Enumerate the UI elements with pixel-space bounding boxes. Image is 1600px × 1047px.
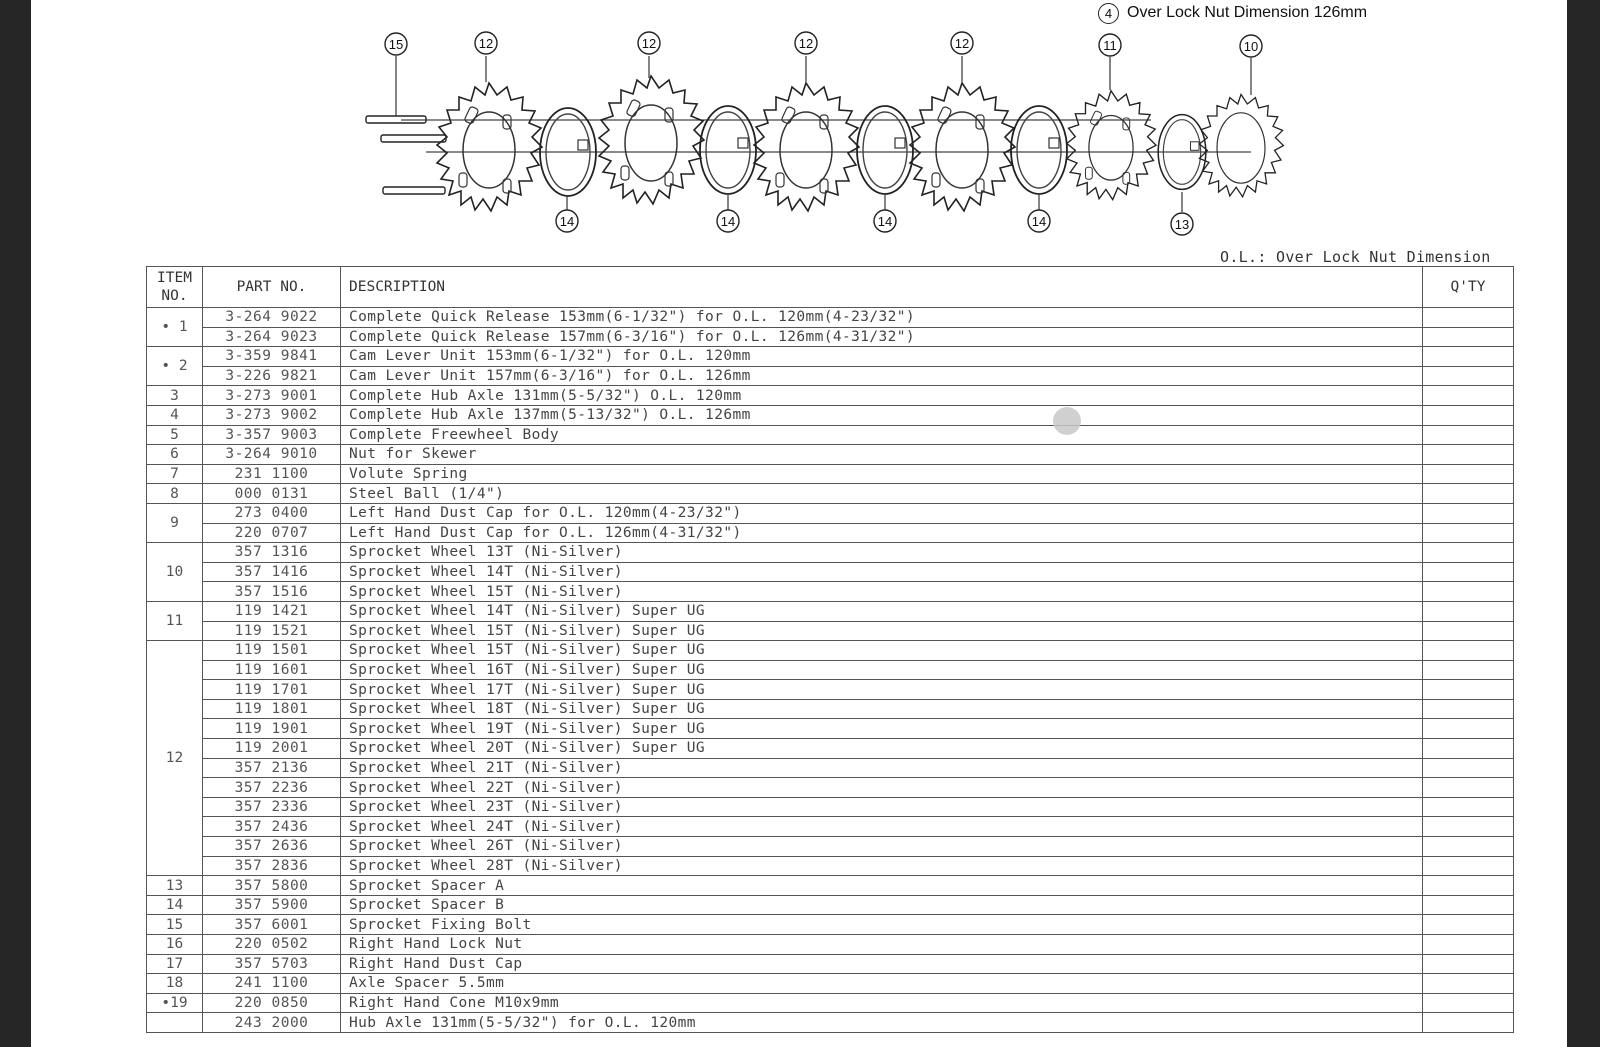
part-no-cell: 119 1801 xyxy=(203,699,341,719)
item-no-cell: 10 xyxy=(147,543,203,602)
qty-cell xyxy=(1423,758,1514,778)
header-item-no xyxy=(147,267,203,308)
qty-cell xyxy=(1423,445,1514,465)
table-row xyxy=(147,856,1514,876)
qty-cell xyxy=(1423,621,1514,641)
header-part-no: PART NO. xyxy=(203,267,341,308)
item-no-cell: 5 xyxy=(147,425,203,445)
table-row xyxy=(147,993,1514,1013)
part-no-cell: 357 2336 xyxy=(203,797,341,817)
description-cell: Sprocket Fixing Bolt xyxy=(341,915,1423,935)
description-cell: Axle Spacer 5.5mm xyxy=(341,974,1423,994)
table-header-row xyxy=(147,267,1514,308)
part-no-cell: 3-359 9841 xyxy=(203,347,341,367)
description-cell: Complete Hub Axle 131mm(5-5/32") O.L. 120mm xyxy=(341,386,1423,406)
qty-cell xyxy=(1423,464,1514,484)
table-row xyxy=(147,719,1514,739)
qty-cell xyxy=(1423,327,1514,347)
sprocket-icon xyxy=(754,83,859,211)
table-row xyxy=(147,758,1514,778)
description-cell: Left Hand Dust Cap for O.L. 120mm(4-23/32") xyxy=(341,503,1423,523)
item-no-cell: 11 xyxy=(147,601,203,640)
part-no-cell: 357 2136 xyxy=(203,758,341,778)
item-no-cell: •19 xyxy=(147,993,203,1013)
qty-cell xyxy=(1423,680,1514,700)
lock-ring-icon xyxy=(1199,94,1283,196)
part-no-cell: 119 2001 xyxy=(203,739,341,759)
part-no-cell: 119 1521 xyxy=(203,621,341,641)
qty-cell xyxy=(1423,856,1514,876)
table-row xyxy=(147,601,1514,621)
fixing-bolt-icon xyxy=(366,116,446,194)
part-no-cell: 357 6001 xyxy=(203,915,341,935)
qty-cell xyxy=(1423,503,1514,523)
header-label xyxy=(1098,0,1367,26)
table-row xyxy=(147,954,1514,974)
qty-cell xyxy=(1423,797,1514,817)
qty-cell xyxy=(1423,660,1514,680)
item-no-cell: 6 xyxy=(147,445,203,465)
qty-cell xyxy=(1423,582,1514,602)
qty-cell xyxy=(1423,1013,1514,1033)
part-no-cell: 3-273 9002 xyxy=(203,405,341,425)
item-no-cell: 16 xyxy=(147,935,203,955)
description-cell: Complete Quick Release 153mm(6-1/32") for O.L. 120mm(4-23/32") xyxy=(341,308,1423,328)
qty-cell xyxy=(1423,915,1514,935)
qty-cell xyxy=(1423,699,1514,719)
description-cell: Nut for Skewer xyxy=(341,445,1423,465)
qty-cell xyxy=(1423,386,1514,406)
description-cell: Sprocket Wheel 15T (Ni-Silver) Super UG xyxy=(341,641,1423,661)
callout-11: 11 xyxy=(1103,38,1117,53)
table-row xyxy=(147,543,1514,563)
callout-10: 10 xyxy=(1243,39,1259,54)
part-no-cell: 357 2836 xyxy=(203,856,341,876)
table-row xyxy=(147,680,1514,700)
part-no-cell: 357 1416 xyxy=(203,562,341,582)
part-no-cell: 357 1516 xyxy=(203,582,341,602)
description-cell: Hub Axle 131mm(5-5/32") for O.L. 120mm xyxy=(341,1013,1423,1033)
qty-cell xyxy=(1423,974,1514,994)
description-cell: Sprocket Wheel 28T (Ni-Silver) xyxy=(341,856,1423,876)
qty-cell xyxy=(1423,719,1514,739)
table-row xyxy=(147,621,1514,641)
description-cell: Sprocket Wheel 15T (Ni-Silver) xyxy=(341,582,1423,602)
qty-cell xyxy=(1423,837,1514,857)
table-row xyxy=(147,484,1514,504)
table-row xyxy=(147,935,1514,955)
table-row xyxy=(147,895,1514,915)
callout-14-d: 14 xyxy=(1031,214,1047,229)
description-cell: Sprocket Wheel 21T (Ni-Silver) xyxy=(341,758,1423,778)
description-cell: Sprocket Wheel 18T (Ni-Silver) Super UG xyxy=(341,699,1423,719)
part-no-cell: 000 0131 xyxy=(203,484,341,504)
description-cell: Complete Quick Release 157mm(6-3/16") for O.L. 126mm(4-31/32") xyxy=(341,327,1423,347)
table-row xyxy=(147,1013,1514,1033)
description-cell: Right Hand Cone M10x9mm xyxy=(341,993,1423,1013)
part-no-cell: 357 2236 xyxy=(203,778,341,798)
qty-cell xyxy=(1423,543,1514,563)
part-no-cell: 357 5900 xyxy=(203,895,341,915)
table-row xyxy=(147,778,1514,798)
description-cell: Sprocket Wheel 17T (Ni-Silver) Super UG xyxy=(341,680,1423,700)
description-cell: Right Hand Lock Nut xyxy=(341,935,1423,955)
table-row xyxy=(147,699,1514,719)
description-cell: Sprocket Spacer B xyxy=(341,895,1423,915)
table-row xyxy=(147,739,1514,759)
item-no-cell: 7 xyxy=(147,464,203,484)
description-cell: Right Hand Dust Cap xyxy=(341,954,1423,974)
exploded-parts-diagram xyxy=(31,26,1567,246)
header-item-line2: NO. xyxy=(161,288,188,304)
table-row xyxy=(147,876,1514,896)
description-cell: Complete Freewheel Body xyxy=(341,425,1423,445)
table-row xyxy=(147,308,1514,328)
qty-cell xyxy=(1423,778,1514,798)
table-row xyxy=(147,641,1514,661)
table-row xyxy=(147,366,1514,386)
item-no-cell: • 2 xyxy=(147,347,203,386)
description-cell: Left Hand Dust Cap for O.L. 126mm(4-31/32") xyxy=(341,523,1423,543)
cursor-indicator xyxy=(1053,407,1081,435)
part-no-cell: 3-226 9821 xyxy=(203,366,341,386)
part-no-cell: 273 0400 xyxy=(203,503,341,523)
callout-15-top: 15 xyxy=(388,37,404,52)
description-cell: Volute Spring xyxy=(341,464,1423,484)
qty-cell xyxy=(1423,895,1514,915)
qty-cell xyxy=(1423,817,1514,837)
qty-cell xyxy=(1423,308,1514,328)
header-item-line1: ITEM xyxy=(157,270,192,286)
table-row xyxy=(147,386,1514,406)
description-cell: Sprocket Wheel 14T (Ni-Silver) xyxy=(341,562,1423,582)
table-row xyxy=(147,582,1514,602)
qty-cell xyxy=(1423,641,1514,661)
table-row xyxy=(147,405,1514,425)
callout-14-a: 14 xyxy=(559,214,575,229)
header-title: Over Lock Nut Dimension 126mm xyxy=(1127,4,1368,21)
part-no-cell: 3-264 9010 xyxy=(203,445,341,465)
sprocket-icon xyxy=(1067,91,1156,200)
description-cell: Sprocket Wheel 15T (Ni-Silver) Super UG xyxy=(341,621,1423,641)
part-no-cell: 119 1421 xyxy=(203,601,341,621)
spacer-icon xyxy=(1011,106,1067,194)
description-cell: Cam Lever Unit 153mm(6-1/32") for O.L. 120mm xyxy=(341,347,1423,367)
table-row xyxy=(147,464,1514,484)
item-no-cell: 4 xyxy=(147,405,203,425)
callout-14-c: 14 xyxy=(877,214,893,229)
qty-cell xyxy=(1423,739,1514,759)
qty-cell xyxy=(1423,366,1514,386)
qty-cell xyxy=(1423,523,1514,543)
table-row xyxy=(147,347,1514,367)
part-no-cell: 119 1701 xyxy=(203,680,341,700)
qty-cell xyxy=(1423,954,1514,974)
table-row xyxy=(147,660,1514,680)
description-cell: Sprocket Spacer A xyxy=(341,876,1423,896)
qty-cell xyxy=(1423,405,1514,425)
qty-cell xyxy=(1423,993,1514,1013)
part-no-cell: 3-357 9003 xyxy=(203,425,341,445)
qty-cell xyxy=(1423,935,1514,955)
part-no-cell: 220 0707 xyxy=(203,523,341,543)
description-cell: Cam Lever Unit 157mm(6-3/16") for O.L. 126mm xyxy=(341,366,1423,386)
table-row xyxy=(147,523,1514,543)
description-cell: Sprocket Wheel 16T (Ni-Silver) Super UG xyxy=(341,660,1423,680)
item-no-cell: 18 xyxy=(147,974,203,994)
header-description: DESCRIPTION xyxy=(341,267,1423,308)
item-no-cell: 13 xyxy=(147,876,203,896)
sprocket-icon xyxy=(910,83,1015,211)
table-row xyxy=(147,445,1514,465)
sprocket-icon xyxy=(437,83,542,211)
item-no-cell: 12 xyxy=(147,641,203,876)
parts-table xyxy=(146,266,1514,1033)
table-row xyxy=(147,974,1514,994)
item-no-cell: 15 xyxy=(147,915,203,935)
callout-13: 13 xyxy=(1174,217,1190,232)
table-row xyxy=(147,837,1514,857)
table-row xyxy=(147,817,1514,837)
table-row xyxy=(147,562,1514,582)
qty-cell xyxy=(1423,876,1514,896)
part-no-cell: 3-273 9001 xyxy=(203,386,341,406)
part-no-cell: 357 5800 xyxy=(203,876,341,896)
header-qty: Q'TY xyxy=(1423,267,1514,308)
part-no-cell: 119 1501 xyxy=(203,641,341,661)
spacer-icon xyxy=(700,106,756,194)
part-no-cell: 3-264 9022 xyxy=(203,308,341,328)
part-no-cell: 220 0850 xyxy=(203,993,341,1013)
part-no-cell: 243 2000 xyxy=(203,1013,341,1033)
callout-12-d: 12 xyxy=(954,36,970,51)
item-no-cell: 9 xyxy=(147,503,203,542)
part-no-cell: 357 2436 xyxy=(203,817,341,837)
callout-12-b: 12 xyxy=(641,36,657,51)
qty-cell xyxy=(1423,601,1514,621)
table-row xyxy=(147,425,1514,445)
callout-circle: 4 xyxy=(1098,3,1119,24)
description-cell: Complete Hub Axle 137mm(5-13/32") O.L. 126mm xyxy=(341,405,1423,425)
item-no-cell: 14 xyxy=(147,895,203,915)
item-no-cell: 8 xyxy=(147,484,203,504)
qty-cell xyxy=(1423,484,1514,504)
description-cell: Steel Ball (1/4") xyxy=(341,484,1423,504)
qty-cell xyxy=(1423,347,1514,367)
item-no-cell: 3 xyxy=(147,386,203,406)
part-no-cell: 357 2636 xyxy=(203,837,341,857)
description-cell: Sprocket Wheel 23T (Ni-Silver) xyxy=(341,797,1423,817)
qty-cell xyxy=(1423,425,1514,445)
part-no-cell: 231 1100 xyxy=(203,464,341,484)
item-no-cell: • 1 xyxy=(147,308,203,347)
parts-table-body xyxy=(147,308,1514,1033)
description-cell: Sprocket Wheel 20T (Ni-Silver) Super UG xyxy=(341,739,1423,759)
table-row xyxy=(147,797,1514,817)
parts-sheet xyxy=(31,0,1567,1047)
sprocket-icon xyxy=(599,76,704,204)
part-no-cell: 241 1100 xyxy=(203,974,341,994)
table-row xyxy=(147,503,1514,523)
part-no-cell: 119 1601 xyxy=(203,660,341,680)
ol-note: O.L.: Over Lock Nut Dimension xyxy=(1220,248,1491,266)
description-cell: Sprocket Wheel 26T (Ni-Silver) xyxy=(341,837,1423,857)
callout-12-a: 12 xyxy=(478,36,494,51)
description-cell: Sprocket Wheel 14T (Ni-Silver) Super UG xyxy=(341,601,1423,621)
item-no-cell xyxy=(147,1013,203,1033)
callout-14-b: 14 xyxy=(720,214,736,229)
description-cell: Sprocket Wheel 19T (Ni-Silver) Super UG xyxy=(341,719,1423,739)
part-no-cell: 119 1901 xyxy=(203,719,341,739)
qty-cell xyxy=(1423,562,1514,582)
spacer-icon xyxy=(857,106,913,194)
part-no-cell: 3-264 9023 xyxy=(203,327,341,347)
table-row xyxy=(147,915,1514,935)
part-no-cell: 220 0502 xyxy=(203,935,341,955)
description-cell: Sprocket Wheel 24T (Ni-Silver) xyxy=(341,817,1423,837)
description-cell: Sprocket Wheel 22T (Ni-Silver) xyxy=(341,778,1423,798)
table-row xyxy=(147,327,1514,347)
description-cell: Sprocket Wheel 13T (Ni-Silver) xyxy=(341,543,1423,563)
item-no-cell: 17 xyxy=(147,954,203,974)
callout-12-c: 12 xyxy=(798,36,814,51)
part-no-cell: 357 5703 xyxy=(203,954,341,974)
part-no-cell: 357 1316 xyxy=(203,543,341,563)
